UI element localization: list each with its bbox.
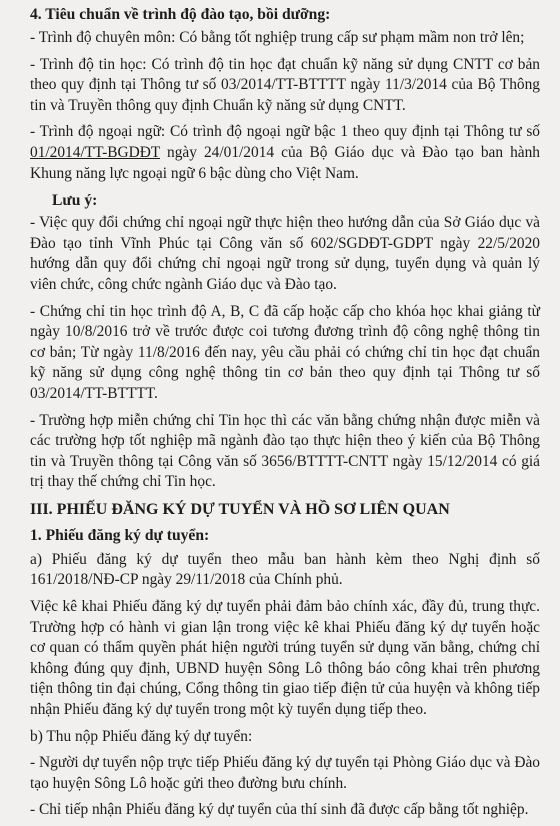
language-requirement (30, 122, 540, 184)
note-heading: Lưu ý: (52, 192, 98, 210)
language-text-prefix: - Trình độ ngoại ngữ: Có trình độ ngoại ngữ bậc 1 theo quy định tại Thông tư số (30, 123, 540, 141)
form-paragraph: - Chỉ tiếp nhận Phiếu đăng ký dự tuyển của thí sinh đã được cấp bằng tốt nghiệp. (30, 801, 529, 819)
note-item: - Trường hợp miễn chứng chỉ Tin học thì các văn bằng chứng nhận được miễn và các trường hợp tốt nghiệp mã ngành đào tạo thực hiện theo ý kiến của Bộ Thông tin và Truyền thông tại Công văn số 3656/BTTTT-CNTT ngày 15/12/2014 có giá trị thay thế chứng chỉ Tin học. (30, 411, 540, 491)
circular-link[interactable]: 01/2014/TT-BGDĐT (30, 143, 160, 161)
form-paragraph: b) Thu nộp Phiếu đăng ký dự tuyển: (30, 727, 253, 745)
it-requirement: - Trình độ tin học: Có trình độ tin học đạt chuẩn kỹ năng sử dụng CNTT cơ bản theo quy định tại Thông tư số 03/2014/TT-BTTTT ngày 11/3/2014 của Bộ Thông tin và Truyền thông quy định Chuẩn kỹ năng sử dụng CNTT. (30, 55, 540, 114)
form-paragraph: a) Phiếu đăng ký dự tuyển theo mẫu ban hành kèm theo Nghị định số 161/2018/NĐ-CP ngày 29/11/2018 của Chính phủ. (30, 550, 540, 589)
section-3-heading: III. PHIẾU ĐĂNG KÝ DỰ TUYỂN VÀ HỒ SƠ LIÊN QUAN (30, 500, 450, 518)
form-paragraph: Việc kê khai Phiếu đăng ký dự tuyển phải đảm bảo chính xác, đầy đủ, trung thực. Trường hợp có hành vi gian lận trong việc kê khai Phiếu đăng ký dự tuyển hoặc cơ quan có thẩm quyền phát hiện người trúng tuyển sử dụng văn bằng, chứng chỉ không đúng quy định, UBND huyện Sông Lô thông báo công khai trên phương tiện thông tin đại chúng, Cổng thông tin giao tiếp điện tử của huyện và không tiếp nhận Phiếu đăng ký dự tuyển trong một kỳ tuyển dụng tiếp theo. (30, 598, 540, 719)
language-text-suffix: ngày 24/01/2014 của Bộ Giáo dục và Đào tạo ban hành Khung năng lực ngoại ngữ 6 bậc dùng cho Việt Nam. (30, 143, 540, 182)
section-4-heading: 4. Tiêu chuẩn về trình độ đào tạo, bồi dưỡng: (30, 6, 331, 23)
specialty-requirement: - Trình độ chuyên môn: Có bằng tốt nghiệp trung cấp sư phạm mầm non trở lên; (30, 29, 525, 46)
note-item: - Chứng chỉ tin học trình độ A, B, C đã cấp hoặc cấp cho khóa học khai giảng từ ngày 10/8/2016 trở về trước được coi tương đương trình độ công nghệ thông tin cơ bản; Từ ngày 11/8/2016 đến nay, yêu cầu phải có chứng chỉ tin học đạt chuẩn kỹ năng sử dụng công nghệ thông tin cơ bản theo quy định tại Thông tư số 03/2014/TT-BTTTT. (30, 302, 540, 402)
subsection-1-heading: 1. Phiếu đăng ký dự tuyển: (30, 526, 210, 544)
note-item: - Việc quy đổi chứng chỉ ngoại ngữ thực hiện theo hướng dẫn của Sở Giáo dục và Đào tạo tỉnh Vĩnh Phúc tại Công văn số 602/SGDĐT-GDPT ngày 22/5/2020 hướng dẫn quy đổi chứng chỉ ngoại ngữ trong sử dụng, tuyển dụng và quản lý viên chức, công chức ngành Giáo dục và Đào tạo. (30, 214, 540, 293)
form-paragraph: - Người dự tuyển nộp trực tiếp Phiếu đăng ký dự tuyển tại Phòng Giáo dục và Đào tạo huyện Sông Lô hoặc gửi theo đường bưu chính. (30, 754, 540, 792)
